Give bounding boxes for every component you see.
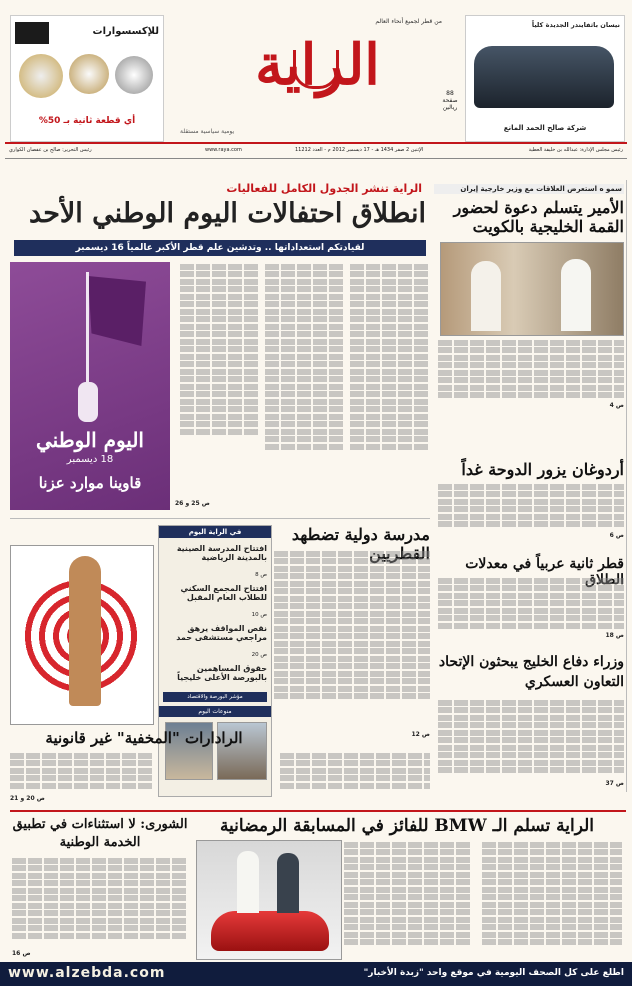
logo-text: الراية [255, 32, 380, 98]
page-ref: ص 4 [609, 402, 624, 409]
art-title: اليوم الوطني [36, 428, 144, 452]
story-text [10, 751, 152, 791]
page-ref: ص 6 [609, 532, 624, 539]
index-item: حقوق المساهمين بالبورصة الأعلى خليجياً [177, 664, 267, 682]
ad-heading: نيسان باثفايندر الجديدة كلياً [531, 21, 620, 29]
story-text [438, 482, 624, 530]
footer-slogan: اطلع على كل الصحف اليومية في موقع واحد "زبدة الأخبار" [363, 968, 624, 978]
story-headline: قطر ثانية عربياً في معدلات الطلاق [465, 556, 624, 588]
story-headline: الراية تسلم الـ BMW للفائز في المسابقة الرمضانية [219, 816, 595, 836]
story-text [482, 840, 622, 958]
page-ref: ص 16 [12, 950, 31, 957]
subtitle: يومية سياسية مستقلة [180, 128, 235, 135]
left-ad [10, 15, 164, 142]
index-ref: ص 8 [255, 572, 267, 578]
art-date: 18 ديسمبر [66, 454, 114, 465]
middle-section [10, 518, 430, 811]
page-ref: ص 20 و 21 [10, 795, 45, 802]
ad-dealer: شركة صالح الحمد المانع [503, 124, 587, 132]
story-headline: وزراء دفاع الخليج يبحثون الإتحاد التعاون العسكري [438, 654, 624, 690]
index-ref: ص 10 [251, 612, 267, 618]
art-slogan: قاوينا موارد عزنا [38, 474, 142, 492]
watch-image [19, 54, 63, 98]
market-label: مؤشر البورصة والاقتصاد [163, 692, 267, 702]
right-column [436, 180, 627, 792]
person-figure [561, 259, 591, 331]
meta-date: الإثنين 2 صفر 1434 هـ - 17 ديسمبر 2012 م - العدد 11212 [295, 147, 424, 153]
emir-photo [440, 242, 624, 336]
page-ref: ص 18 [605, 632, 624, 639]
story-headline: الشورى: لا استثناءات في تطبيق الخدمة الوطنية [12, 817, 188, 850]
meta-site: www.raya.com [205, 147, 242, 153]
bmw-handover-photo [196, 840, 342, 960]
car-image [474, 46, 614, 108]
watch-image [115, 56, 153, 94]
ad-offer: أي قطعة ثانية بـ 50% [38, 116, 136, 126]
index-item: نقص المواقف يرهق مراجعي مستشفى حمد [176, 624, 267, 642]
story-text [438, 338, 624, 400]
person-figure [471, 261, 501, 331]
story-headline: أردوغان يزور الدوحة غداً [461, 460, 624, 479]
page-ref: ص 37 [605, 780, 624, 787]
tagline: من قطر لجميع أنحاء العالم [375, 18, 442, 25]
raised-hand-icon [78, 382, 98, 422]
story-headline: الأمير يتسلم دعوة لحضور القمة الخليجية بالكويت [453, 198, 624, 236]
ad-heading: للإكسسوارات [92, 26, 159, 37]
story-headline: الرادارات "المخفية" غير قانونية [45, 729, 243, 747]
story-text [344, 840, 472, 958]
meta-bar [5, 142, 627, 159]
footer-banner [0, 962, 632, 986]
top-kicker: الراية تنشر الجدول الكامل للفعاليات [226, 182, 422, 195]
top-story [10, 180, 430, 513]
story-text [12, 856, 188, 948]
index-item: افتتاح المدرسة الصينية بالمدينة الرياضية [176, 544, 267, 562]
top-headline: انطلاق احتفالات اليوم الوطني الأحد [29, 198, 426, 229]
index-title: في الراية اليوم [159, 526, 271, 538]
masthead [0, 0, 632, 158]
story-headline: مدرسة دولية تضطهد القطريين [291, 525, 430, 563]
figure-illustration [69, 556, 101, 706]
bottom-section [10, 810, 626, 964]
index-box [158, 525, 272, 797]
meta-founder: رئيس مجلس الإدارة: عبدالله بن خليفة العطية [528, 147, 623, 153]
meta-editor: رئيس التحرير: صالح بن عفصان الكواري [9, 147, 92, 153]
ad-brand-logo [15, 22, 49, 44]
story-text [438, 698, 624, 780]
page-ref: ص 25 و 26 [175, 500, 210, 507]
sports-label: منوعات اليوم [159, 706, 271, 717]
person-figure [277, 853, 299, 913]
national-day-art [10, 262, 170, 510]
story-text [280, 751, 430, 791]
person-figure [237, 851, 259, 913]
dhow-emblem [293, 50, 339, 89]
site-link[interactable]: www.alzebda.com [8, 965, 166, 981]
story-kicker: سمو ه استعرض العلاقات مع وزير خارجية إيران [434, 184, 624, 194]
page-ref: ص 12 [411, 731, 430, 738]
story-text [274, 549, 430, 729]
right-ad [465, 15, 625, 142]
index-ref: ص 20 [251, 652, 267, 658]
watch-image [69, 54, 109, 94]
pages-badge: 88 صفحة ريالين [442, 90, 458, 111]
car-image [211, 911, 329, 951]
index-item: افتتاح المجمع السكني للطلاب العام المقبل [180, 584, 267, 602]
top-story-text [172, 262, 430, 502]
flag-icon [88, 276, 146, 346]
story-text [438, 576, 624, 630]
school-illustration [10, 545, 154, 725]
logo [175, 10, 460, 125]
top-strap: لقيادتكم استعداداتها .. وتدشين علم قطر الأكبر عالمياً 16 ديسمبر [14, 240, 426, 256]
